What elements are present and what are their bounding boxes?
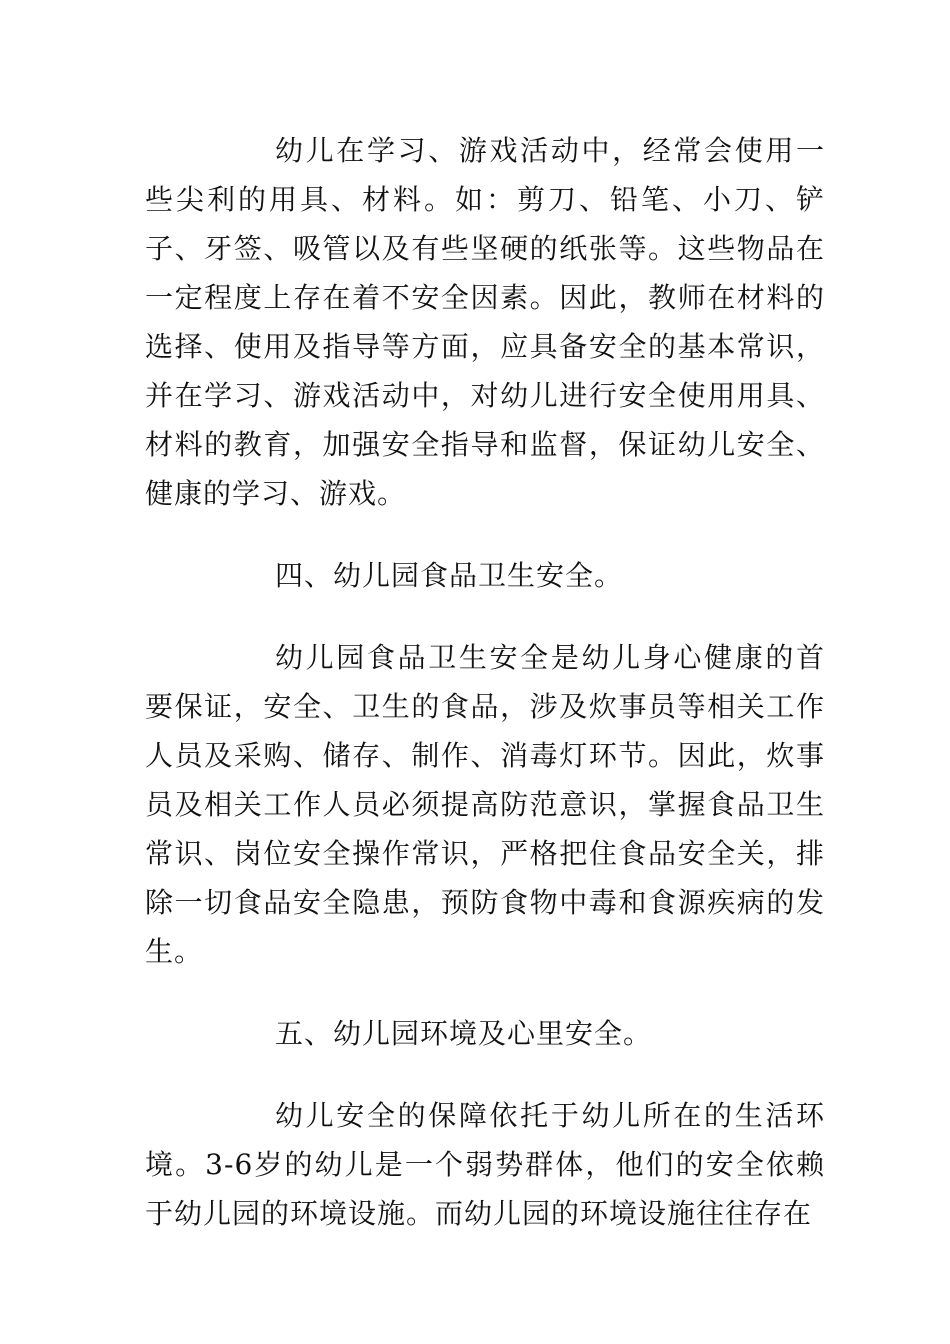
paragraph-tools-safety: 幼儿在学习、游戏活动中，经常会使用一些尖利的用具、材料。如：剪刀、铅笔、小刀、铲子、牙签、吸管以及有些坚硬的纸张等。这些物品在一定程度上存在着不安全因素。因此，教师在材料的选择、使用及指导等方面，应具备安全的基本常识，并在学习、游戏活动中，对幼儿进行安全使用用具、材料的教育，加强安全指导和监督，保证幼儿安全、健康的学习、游戏。 <box>145 134 825 510</box>
document-body <box>145 126 825 1271</box>
paragraph-environment-safety: 幼儿安全的保障依托于幼儿所在的生活环境。3-6岁的幼儿是一个弱势群体，他们的安全依赖于幼儿园的环境设施。而幼儿园的环境设施往往存在 <box>145 1099 825 1230</box>
section-heading-food-safety: 四、幼儿园食品卫生安全。 <box>275 559 624 592</box>
paragraph-food-safety: 幼儿园食品卫生安全是幼儿身心健康的首要保证，安全、卫生的食品，涉及炊事员等相关工作人员及采购、储存、制作、消毒灯环节。因此，炊事员及相关工作人员必须提高防范意识，掌握食品卫生常识、岗位安全操作常识，严格把住食品安全关，排除一切食品安全隐患，预防食物中毒和食源疾病的发生。 <box>145 641 825 968</box>
section-heading-environment-safety: 五、幼儿园环境及心里安全。 <box>275 1017 653 1050</box>
